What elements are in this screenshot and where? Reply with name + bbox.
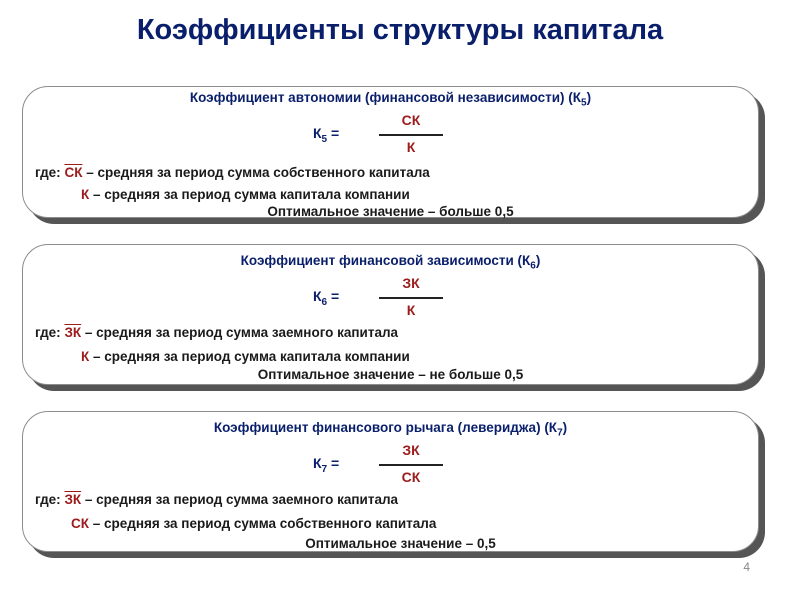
definition-1: – средняя за период сумма заемного капитала [81, 492, 399, 507]
formula-denominator: К [406, 139, 416, 155]
formula-denominator: СК [401, 469, 421, 485]
formula-symbol: К [313, 288, 322, 304]
financial-leverage-card [22, 411, 759, 552]
definition-1: – средняя за период сумма заемного капитала [81, 325, 399, 340]
where-label: где: [35, 165, 61, 180]
card-title-text: Коэффициент автономии (финансовой независимости) (К [189, 90, 582, 105]
formula-label [313, 288, 339, 308]
fraction-bar [379, 134, 443, 136]
definition-2: – средняя за период сумма собственного капитала [89, 516, 437, 531]
formula-denominator: К [406, 302, 416, 318]
formula-subscript: 5 [321, 133, 328, 145]
card-title-subscript: 7 [557, 427, 563, 439]
definition-2: – средняя за период сумма капитала компании [89, 187, 410, 202]
card-title [23, 253, 758, 272]
formula [313, 442, 453, 488]
formula-symbol: К [313, 125, 322, 141]
formula-subscript: 7 [321, 463, 328, 475]
where-label: где: [35, 325, 61, 340]
definition-line-2 [81, 187, 410, 202]
formula-equals: = [327, 288, 340, 304]
card-title-close: ) [562, 420, 568, 435]
formula-label [313, 125, 339, 145]
term-2: К [81, 187, 90, 202]
page-number: 4 [743, 560, 750, 574]
term-2: К [81, 349, 90, 364]
optimal-value: Оптимальное значение – не больше 0,5 [257, 367, 524, 382]
formula-subscript: 6 [321, 296, 328, 308]
formula-label [313, 455, 339, 475]
definition-line-2 [81, 349, 410, 364]
optimal-value: Оптимальное значение – больше 0,5 [267, 204, 514, 219]
term-2: СК [71, 516, 89, 531]
formula [313, 275, 453, 321]
definition-line-1 [35, 492, 398, 507]
definition-1: – средняя за период сумма собственного капитала [82, 165, 430, 180]
fraction-bar [379, 464, 443, 466]
definition-2: – средняя за период сумма капитала компании [89, 349, 410, 364]
financial-dependence-card [22, 244, 759, 385]
card-title-text: Коэффициент финансового рычага (левериджа) (К [213, 420, 558, 435]
definition-line-2 [71, 516, 436, 531]
fraction-bar [379, 297, 443, 299]
definition-line-1 [35, 165, 430, 180]
term-1: ЗК [64, 492, 82, 507]
term-1: ЗК [64, 325, 82, 340]
formula-numerator: ЗК [402, 275, 420, 291]
optimal-value: Оптимальное значение – 0,5 [305, 536, 496, 551]
formula-numerator: СК [401, 112, 421, 128]
autonomy-ratio-card [22, 86, 759, 218]
card-title-close: ) [535, 253, 541, 268]
card-title-subscript: 5 [581, 97, 587, 109]
card-title [23, 420, 758, 439]
card-title-subscript: 6 [530, 260, 536, 272]
term-1: СК [64, 165, 83, 180]
card-title [23, 90, 758, 109]
definition-line-1 [35, 325, 398, 340]
formula-equals: = [327, 125, 340, 141]
where-label: где: [35, 492, 61, 507]
formula-numerator: ЗК [402, 442, 420, 458]
formula-symbol: К [313, 455, 322, 471]
card-title-text: Коэффициент финансовой зависимости (К [240, 253, 531, 268]
formula [313, 112, 453, 158]
card-title-close: ) [586, 90, 592, 105]
formula-equals: = [327, 455, 340, 471]
slide-title: Коэффициенты структуры капитала [136, 14, 664, 46]
